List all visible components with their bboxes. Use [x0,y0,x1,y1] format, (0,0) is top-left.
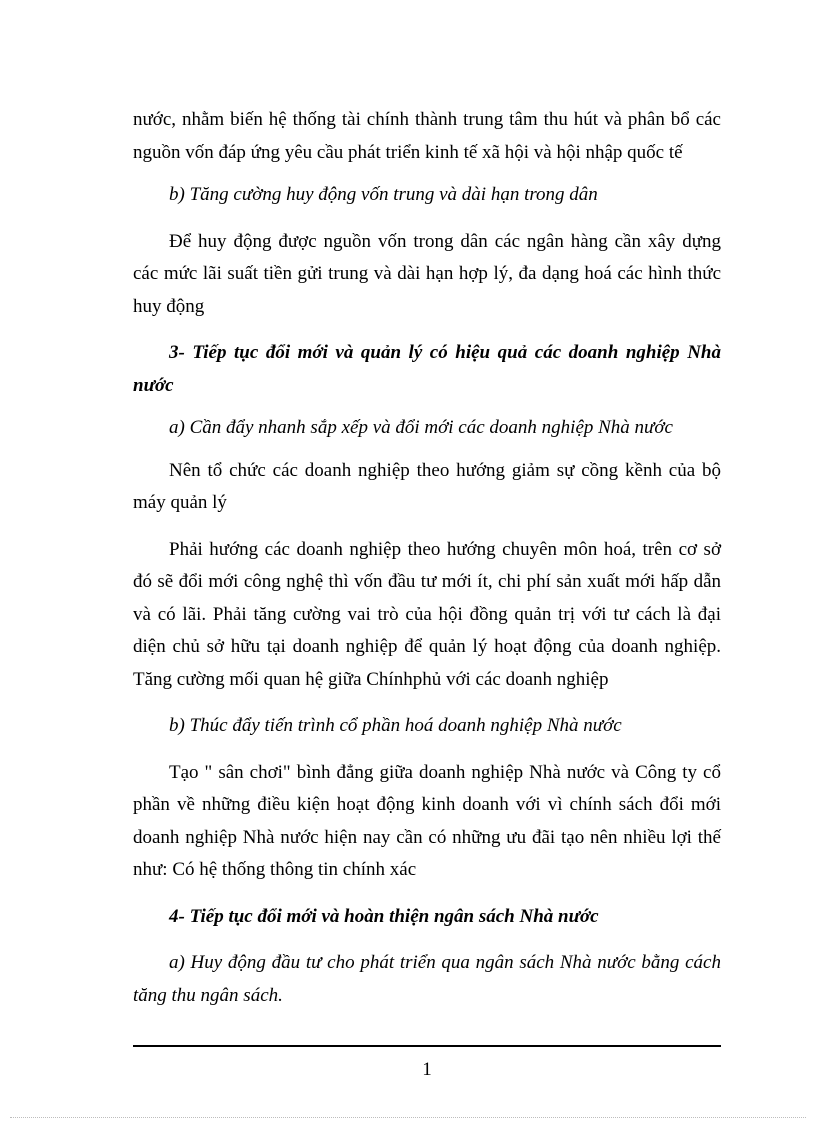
section-heading: 4- Tiếp tục đổi mới và hoàn thiện ngân sách Nhà nước [169,905,599,927]
page-edge-dotted-line [10,1117,806,1118]
page-number: 1 [422,1059,432,1080]
section-heading: 3- Tiếp tục đổi mới và quản lý có hiệu quả các doanh nghiệp Nhà nước [133,342,721,396]
subsection-heading: a) Cần đẩy nhanh sắp xếp và đổi mới các doanh nghiệp Nhà nước [169,417,673,438]
page-body [133,104,721,1012]
subsection-heading: b) Thúc đẩy tiến trình cổ phần hoá doanh nghiệp Nhà nước [169,715,622,736]
subsection-heading: a) Huy động đầu tư cho phát triển qua ngân sách Nhà nước bằng cách tăng thu ngân sách. [133,952,721,1006]
body-paragraph: Phải hướng các doanh nghiệp theo hướng chuyên môn hoá, trên cơ sở đó sẽ đổi mới công nghệ thì vốn đầu tư mới ít, chi phí sản xuất mới hấp dẫn và có lãi. Phải tăng cường vai trò của hội đồng quản trị với tư cách là đại diện chủ sở hữu tại doanh nghiệp để quản lý hoạt động của doanh nghiệp. Tăng cường mối quan hệ giữa Chínhphủ với các doanh nghiệp [133,538,721,690]
footer-divider [133,1045,721,1047]
body-paragraph: nước, nhằm biến hệ thống tài chính thành trung tâm thu hút và phân bổ các nguồn vốn đáp ứng yêu cầu phát triển kinh tế xã hội và hội nhập quốc tế [133,109,721,163]
body-paragraph: Tạo " sân chơi" bình đẳng giữa doanh nghiệp Nhà nước và Công ty cổ phần về những điều kiện hoạt động kinh doanh với vì chính sách đổi mới doanh nghiệp Nhà nước hiện nay cần có những ưu đãi tạo nên nhiều lợi thế như: Có hệ thống thông tin chính xác [133,761,721,880]
body-paragraph: Nên tổ chức các doanh nghiệp theo hướng giảm sự cồng kềnh của bộ máy quản lý [133,459,721,513]
body-paragraph: Để huy động được nguồn vốn trong dân các ngân hàng cần xây dựng các mức lãi suất tiền gửi trung và dài hạn hợp lý, đa dạng hoá các hình thức huy động [133,230,721,317]
subsection-heading: b) Tăng cường huy động vốn trung và dài hạn trong dân [169,184,598,205]
